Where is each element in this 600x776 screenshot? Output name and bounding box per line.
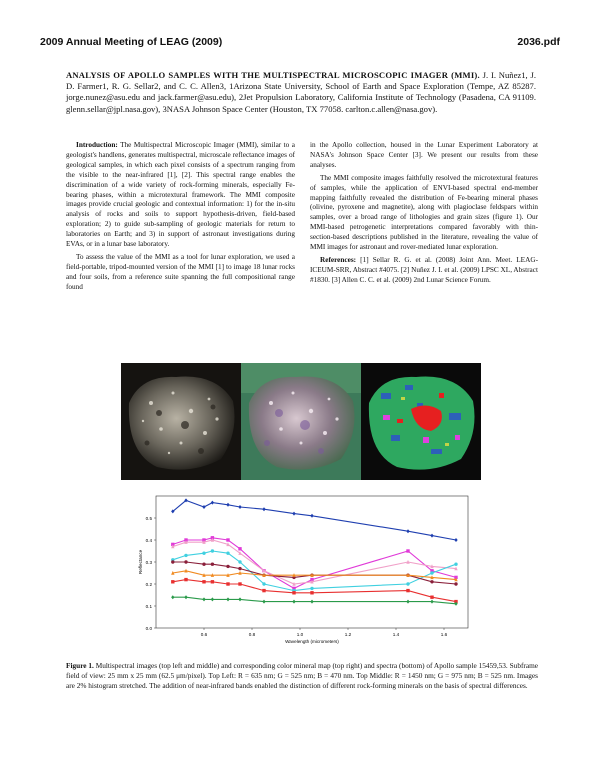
x-tick-label: 1.0 (296, 632, 304, 637)
data-point (211, 597, 214, 601)
caption-text: Multispectral images (top left and middle) and corresponding color mineral map (top right) and spectra (bottom) of Apollo sample 15459,53. Subframe field of view: 25 mm x 25 mm (62.5 μm/pixel). Top Left: R = 635 nm; G = 525 nm; B = 470 nm. Top Middle: R = 1450 nm; G = 975 nm; B = 525 nm. Images are 2% histogram stretched. The addition of near-infrared bands enabled the distinction of different rock-forming minerals on the basis of spectral differences. (66, 661, 538, 691)
data-point (184, 595, 187, 599)
data-point (202, 505, 205, 509)
visible-image (121, 363, 241, 480)
references-paragraph (310, 256, 538, 286)
page-header (40, 36, 560, 48)
x-tick-label: 1.6 (440, 632, 448, 637)
intro-text: The Multispectral Microscopic Imager (MMI), similar to a geologist's handlens, generates multispectral, microscale reflectance images of geological samples, in which each pixel consists of a spectrum ranging from the visible to the near-infrared [1], [2]. This spectral range enables the discrimination of a wide variety of rock-forming minerals, especially Fe-bearing phases, within a microtextural framework. The MMI composite images provide crucial geologic and contextual information: 1) for the in-situ analysis of rocks and soils to support hypothesis-driven, field-based exploration; 2) to guide sub-sampling of geologic materials for return to laboratories on Earth; and 3) in support of astronaut investigations during EVAs, or in a lunar base laboratory. (66, 141, 295, 249)
references-text: [1] Sellar R. G. et al. (2008) Joint Ann. Meet. LEAG-ICEUM-SRR, Abstract #4075. [2] Nuñez J. I. et al. (2009) LPSC XL, Abstract #1830. [3] Allen C. C. et al. (2009) 2nd Lunar Science Forum. (310, 255, 538, 284)
data-point (202, 563, 205, 566)
intro-paragraph (66, 141, 295, 250)
left-column (66, 141, 295, 296)
data-point (211, 549, 214, 552)
series-line-1 (173, 500, 456, 540)
data-point (226, 565, 229, 568)
series-line-5 (173, 562, 456, 584)
data-point (211, 563, 214, 566)
data-point (211, 501, 214, 505)
assess-paragraph: To assess the value of the MMI as a tool for lunar exploration, we used a field-portable, tripod-mounted version of the MMI [1] to image 18 lunar rocks and four soils, from a reference suite spanning the full compositional range found (66, 252, 295, 291)
y-tick-label: 0.1 (145, 604, 152, 609)
data-point (430, 580, 433, 583)
data-point (226, 503, 229, 507)
data-point (202, 597, 205, 601)
data-point (310, 587, 313, 590)
y-axis-label: Reflectance (138, 549, 143, 575)
series-line-8 (173, 597, 456, 604)
data-point (238, 505, 241, 509)
data-point (262, 600, 265, 604)
series-line-3 (173, 540, 456, 584)
data-point (406, 549, 409, 552)
data-point (184, 560, 187, 563)
paper-title: ANALYSIS OF APOLLO SAMPLES WITH THE MULTISPECTRAL MICROSCOPIC IMAGER (MMI). (66, 70, 480, 80)
caption-label: Figure 1. (66, 661, 94, 670)
header-meeting: 2009 Annual Meeting of LEAG (2009) (40, 36, 223, 48)
data-point (238, 597, 241, 601)
data-point (430, 596, 433, 599)
data-point (262, 582, 265, 585)
series-line-4 (173, 551, 456, 591)
data-point (292, 600, 295, 604)
data-point (226, 597, 229, 601)
figure-caption (66, 661, 538, 692)
data-point (454, 563, 457, 566)
near-infrared-image (241, 363, 361, 480)
data-point (406, 529, 409, 533)
data-point (430, 571, 433, 574)
reflectance-chart (134, 490, 474, 653)
data-point (406, 582, 409, 585)
y-tick-label: 0.3 (145, 560, 152, 565)
data-point (238, 567, 241, 570)
x-axis-label: Wavelength (micrometers) (285, 639, 339, 644)
x-tick-label: 0.6 (200, 632, 208, 637)
data-point (184, 554, 187, 557)
data-point (310, 591, 313, 594)
results-paragraph: The MMI composite images faithfully resolved the microtextural features of samples, while the application of ENVI-based spectral end-member mapping faithfully revealed the distribution of Fe-bearing mineral phases (olivine, pyroxene and magnetite), along with plagioclase feldspars within samples, over a broad range of lithologies and grain sizes (figure 1). Our MMI-based petrogenetic interpretations compared favorably with thin-section-based descriptions published in the literature, revealing the value of MMI images for astronaut and rover-mediated lunar exploration. (310, 173, 538, 252)
data-point (171, 580, 174, 583)
data-point (292, 591, 295, 594)
y-tick-label: 0.4 (145, 538, 152, 543)
intro-heading: Introduction: (76, 141, 118, 149)
data-point (310, 600, 313, 604)
data-point (226, 538, 229, 541)
x-tick-label: 1.2 (344, 632, 352, 637)
data-point (226, 582, 229, 585)
data-point (406, 589, 409, 592)
data-point (184, 578, 187, 581)
collection-paragraph: in the Apollo collection, housed in the Lunar Experiment Laboratory at NASA's Johnson Space Center [3]. We present our results from these analyses. (310, 141, 538, 169)
figure-images (121, 363, 481, 480)
right-column (310, 141, 538, 289)
y-tick-label: 0.2 (145, 582, 152, 587)
data-point (430, 534, 433, 538)
x-tick-label: 0.8 (248, 632, 256, 637)
series-line-7 (173, 580, 456, 602)
data-point (238, 560, 241, 563)
data-point (406, 600, 409, 604)
data-point (430, 600, 433, 604)
data-point (238, 582, 241, 585)
data-point (226, 552, 229, 555)
data-point (454, 538, 457, 542)
data-point (238, 547, 241, 550)
series-line-6 (173, 571, 456, 580)
data-point (262, 507, 265, 511)
mineral-map-image (361, 363, 481, 480)
data-point (171, 560, 174, 563)
y-tick-label: 0.0 (145, 626, 152, 631)
y-tick-label: 0.5 (145, 516, 152, 521)
references-heading: References: (320, 255, 357, 264)
header-filename: 2036.pdf (517, 36, 560, 48)
data-point (292, 512, 295, 516)
title-block (66, 70, 536, 115)
data-point (262, 589, 265, 592)
x-tick-label: 1.4 (392, 632, 400, 637)
data-point (202, 580, 205, 583)
data-point (454, 582, 457, 585)
data-point (310, 514, 313, 518)
author-list: J. I. Nuñez1, J. D. Farmer1, R. G. Sellar2, and C. C. Allen3, 1Arizona State University, School of Earth and Space Exploration (Tempe, AZ 85287. jorge.nunez@asu.edu and jack.farmer@asu.edu), 2Jet Propulsion Laboratory, California Institute of Technology (Pasadena, CA 91109. glenn.sellar@jpl.nasa.gov), 3NASA Johnson Space Center (Houston, TX 77058. carlton.c.allen@nasa.gov). (66, 70, 537, 114)
data-point (202, 552, 205, 555)
chart-svg (134, 490, 474, 653)
data-point (211, 580, 214, 583)
data-point (171, 595, 174, 599)
